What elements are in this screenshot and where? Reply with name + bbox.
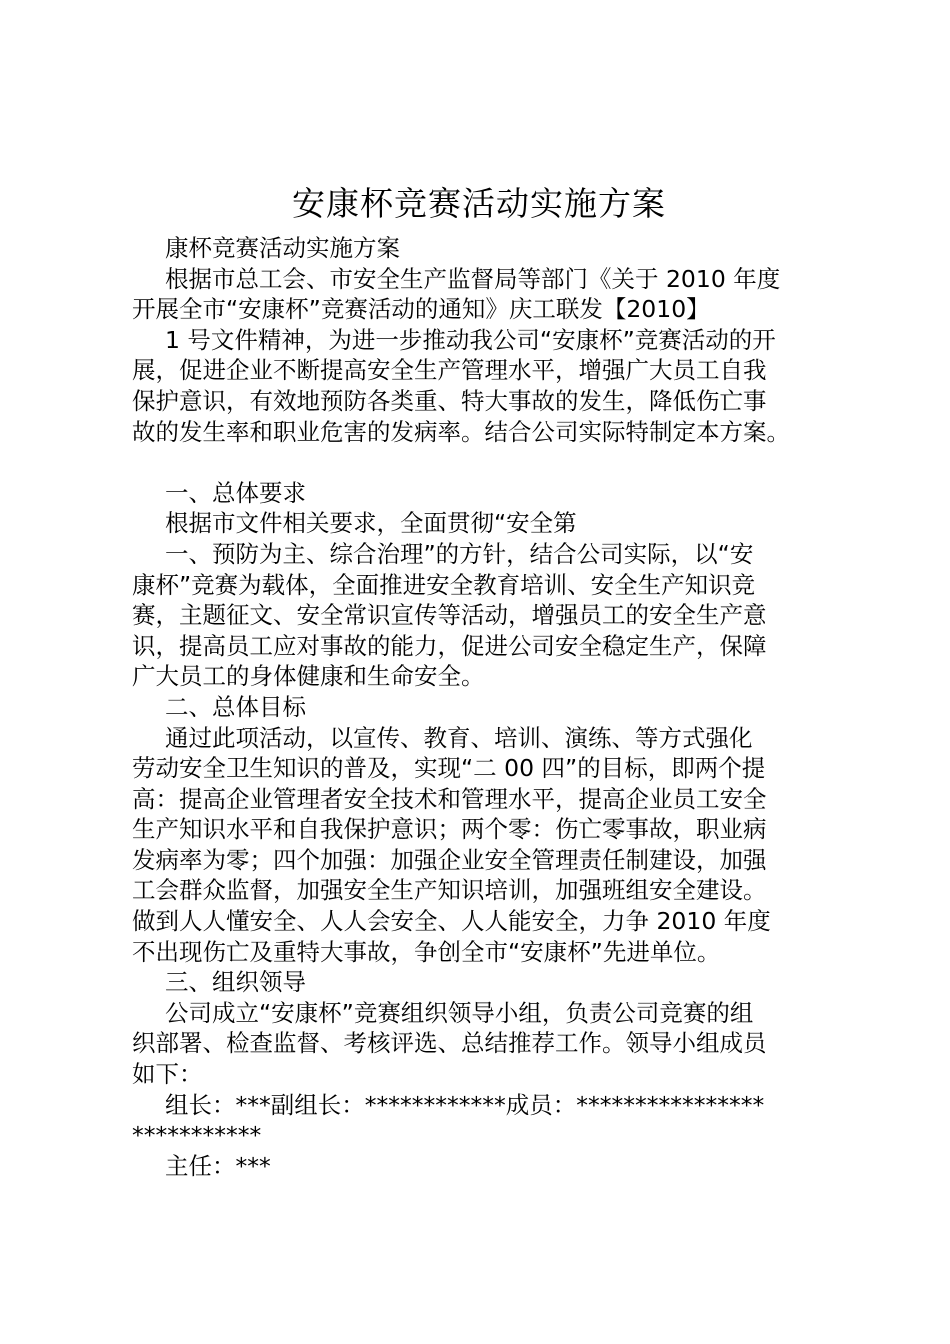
paragraph-line: 一、预防为主、综合治理”的方针，结合公司实际，以“安 bbox=[165, 539, 754, 568]
paragraph-line: 根据市总工会、市安全生产监督局等部门《关于 2010 年度 bbox=[165, 264, 781, 293]
paragraph-line: 织部署、检查监督、考核评选、总结推荐工作。领导小组成员 bbox=[132, 1029, 767, 1058]
paragraph-line: 根据市文件相关要求，全面贯彻“安全第 bbox=[165, 509, 577, 538]
section-heading: 三、组织领导 bbox=[165, 968, 306, 997]
paragraph-line: 不出现伤亡及重特大事故，争创全市“安康杯”先进单位。 bbox=[132, 937, 721, 966]
paragraph-line: 高：提高企业管理者安全技术和管理水平，提高企业员工安全 bbox=[132, 784, 767, 813]
paragraph-line: 故的发生率和职业危害的发病率。结合公司实际特制定本方案。 bbox=[132, 417, 790, 446]
paragraph-line: 主任：*** bbox=[165, 1151, 271, 1180]
paragraph-line: 发病率为零；四个加强：加强企业安全管理责任制建设，加强 bbox=[132, 845, 767, 874]
paragraph-line: 工会群众监督，加强安全生产知识培训，加强班组安全建设。 bbox=[132, 876, 767, 905]
paragraph-line: 劳动安全卫生知识的普及，实现“二 00 四”的目标，即两个提 bbox=[132, 754, 766, 783]
blank-line bbox=[132, 447, 852, 478]
paragraph-line: 组长：***副组长：************成员：**************** bbox=[165, 1090, 765, 1119]
paragraph-line: 如下： bbox=[132, 1060, 203, 1089]
paragraph-line: 展，促进企业不断提高安全生产管理水平，增强广大员工自我 bbox=[132, 356, 767, 385]
paragraph-line: 保护意识，有效地预防各类重、特大事故的发生，降低伤亡事 bbox=[132, 386, 767, 415]
paragraph-line: 公司成立“安康杯”竞赛组织领导小组，负责公司竞赛的组 bbox=[165, 998, 754, 1027]
paragraph-line: 开展全市“安康杯”竞赛活动的通知》庆工联发【2010】 bbox=[132, 295, 710, 324]
paragraph-line: 康杯”竞赛为载体，全面推进安全教育培训、安全生产知识竞 bbox=[132, 570, 756, 599]
paragraph-line: 1 号文件精神，为进一步推动我公司“安康杯”竞赛活动的开 bbox=[165, 325, 776, 354]
paragraph-line: 广大员工的身体健康和生命安全。 bbox=[132, 662, 485, 691]
paragraph-line: 生产知识水平和自我保护意识；两个零：伤亡零事故，职业病 bbox=[132, 815, 767, 844]
section-heading: 一、总体要求 bbox=[165, 478, 306, 507]
paragraph-line: 康杯竞赛活动实施方案 bbox=[165, 234, 400, 262]
paragraph-line: *********** bbox=[132, 1121, 262, 1150]
paragraph-line: 做到人人懂安全、人人会安全、人人能安全，力争 2010 年度 bbox=[132, 907, 771, 936]
paragraph-line: 识，提高员工应对事故的能力，促进公司安全稳定生产，保障 bbox=[132, 631, 767, 660]
section-heading: 二、总体目标 bbox=[165, 692, 306, 721]
paragraph-line: 通过此项活动，以宣传、教育、培训、演练、等方式强化 bbox=[165, 723, 753, 752]
document-title: 安康杯竞赛活动实施方案 bbox=[292, 184, 666, 223]
paragraph-line: 赛，主题征文、安全常识宣传等活动，增强员工的安全生产意 bbox=[132, 601, 767, 630]
document-body bbox=[132, 233, 852, 1181]
